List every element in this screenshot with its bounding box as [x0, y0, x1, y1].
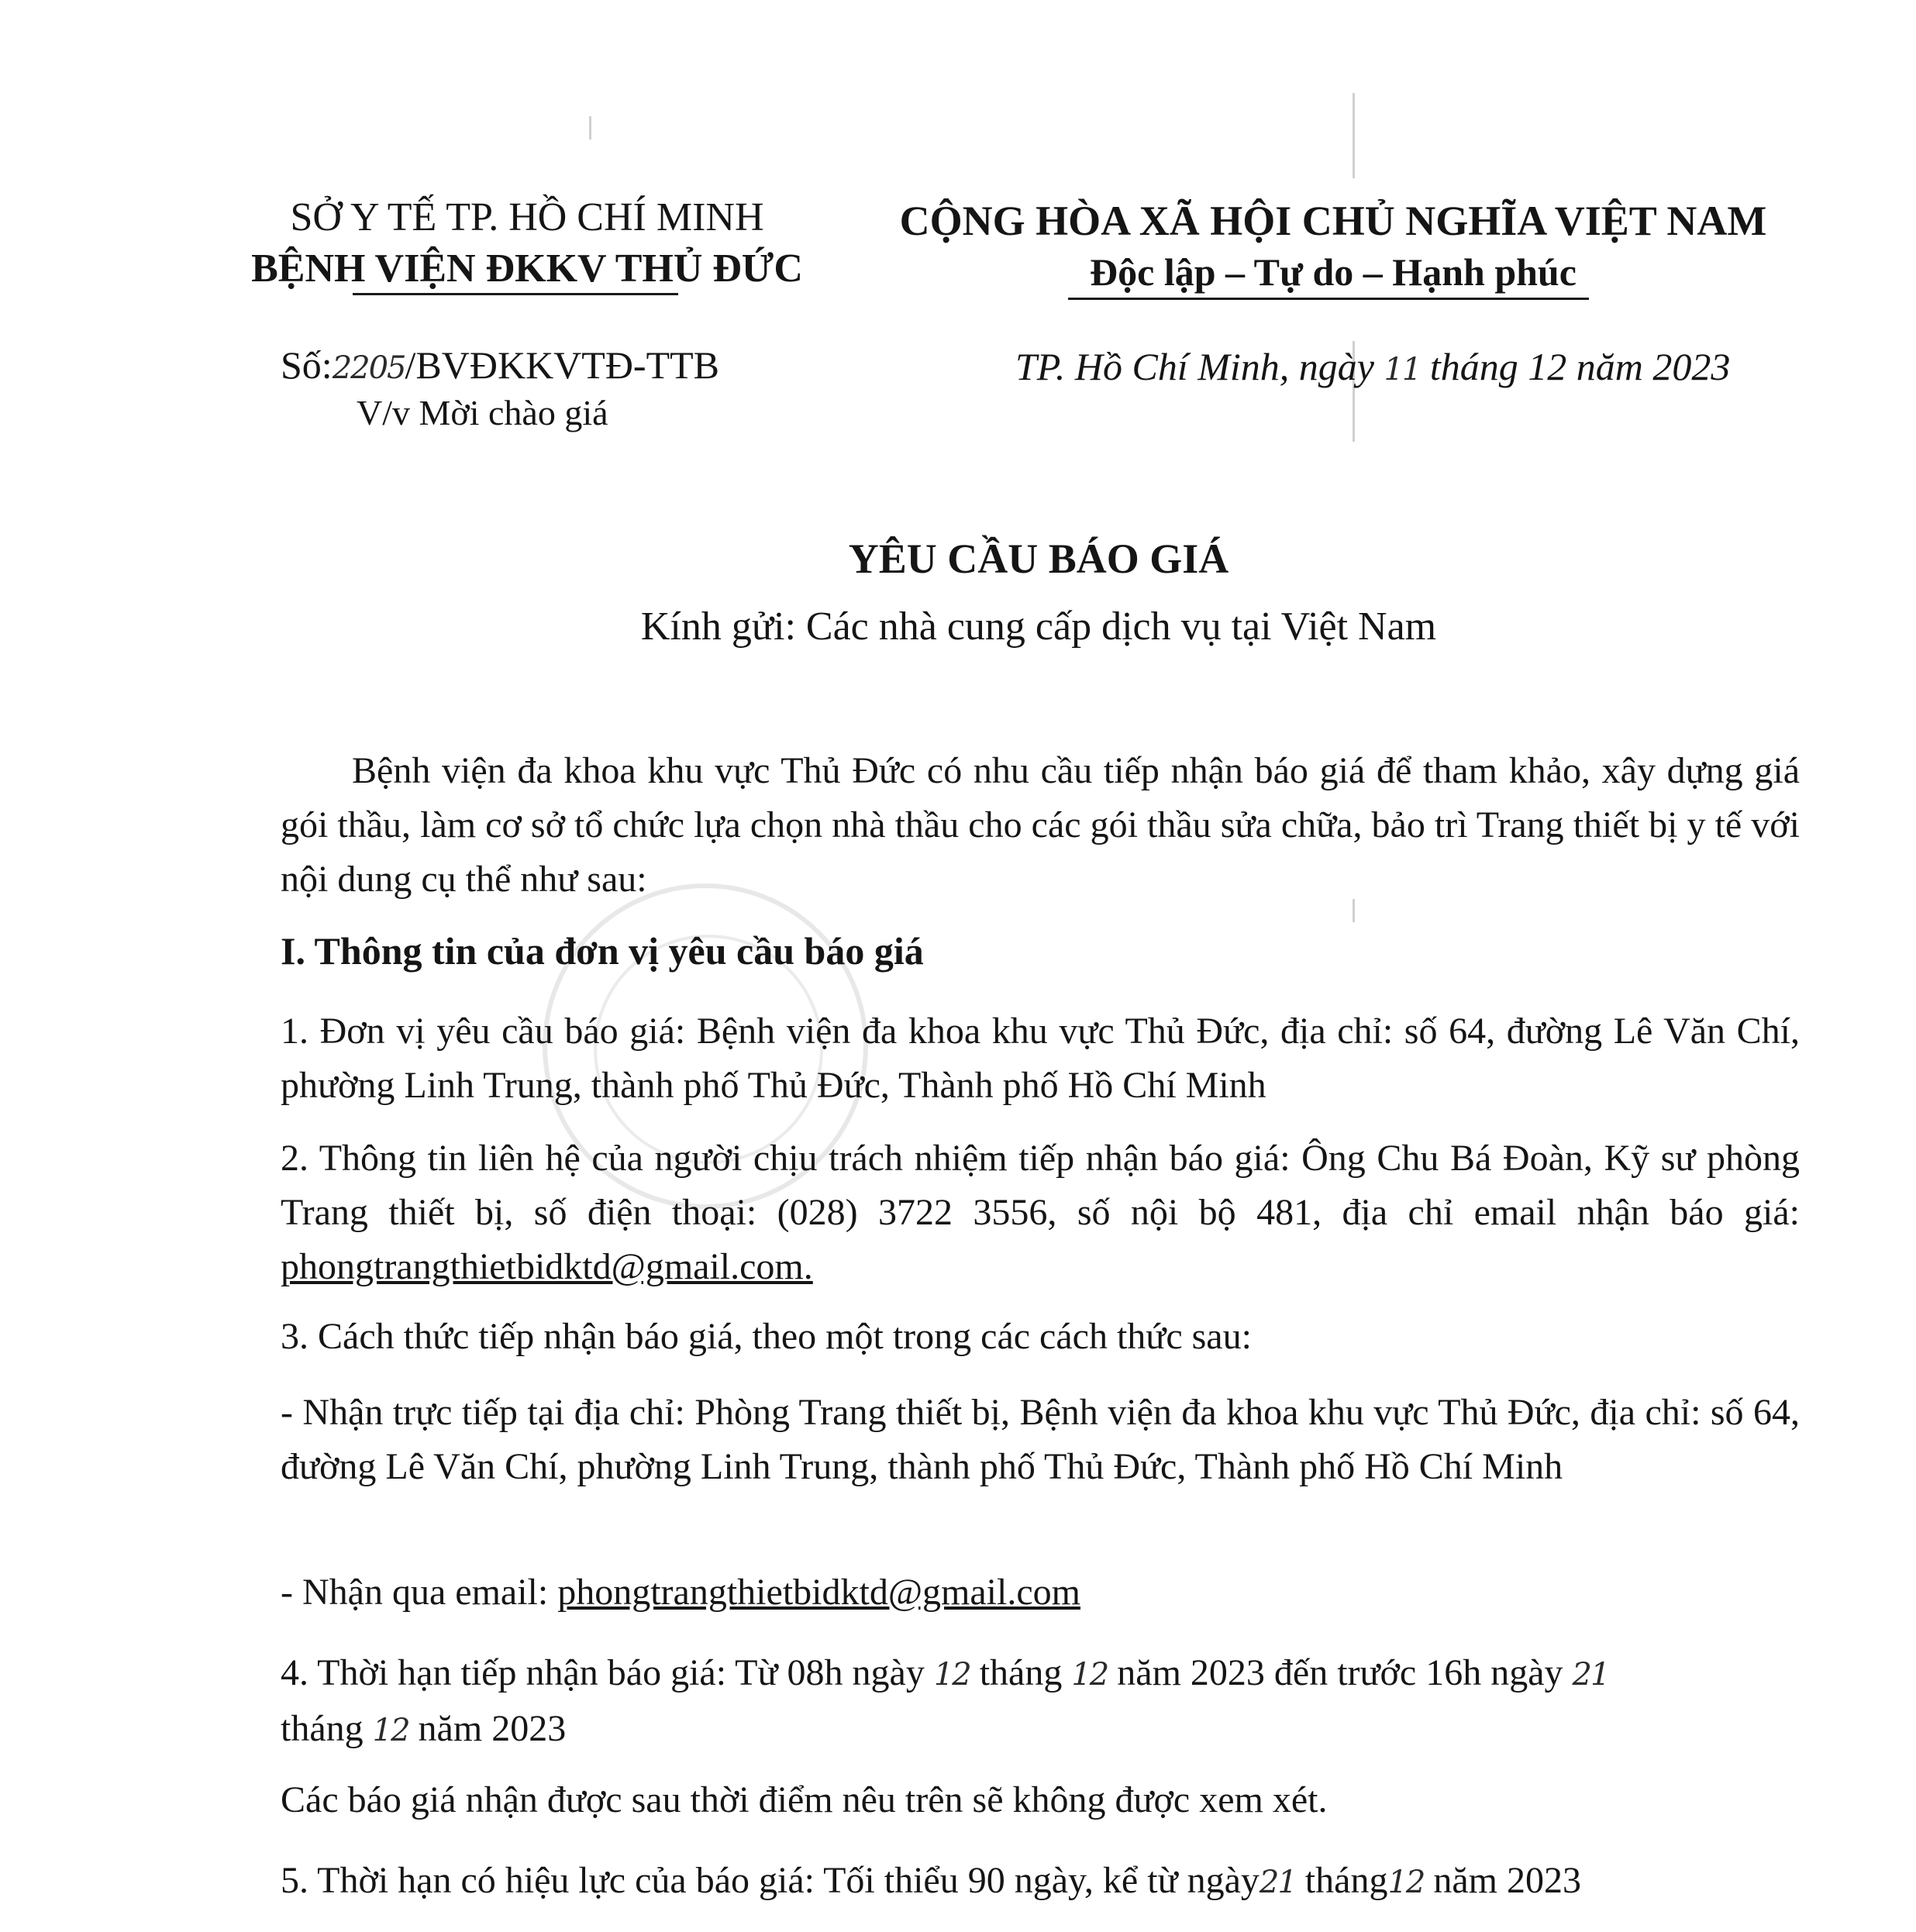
- recipient-line: Kính gửi: Các nhà cung cấp dịch vụ tại Việt Nam: [640, 604, 1437, 649]
- contact-email-link[interactable]: phongtrangthietbidktd@gmail.com.: [281, 1246, 813, 1287]
- item-5: 5. Thời hạn có hiệu lực của báo giá: Tối thiểu 90 ngày, kể từ ngày21 tháng12 năm 2023: [281, 1860, 1581, 1901]
- item-3-option-direct: - Nhận trực tiếp tại địa chỉ: Phòng Trang thiết bị, Bệnh viện đa khoa khu vực Thủ Đức, địa chỉ: số 64, đường Lê Văn Chí, phường Linh Trung, thành phố Thủ Đức, Thành phố Hồ Chí Minh: [281, 1392, 1800, 1487]
- item-4: 4. Thời hạn tiếp nhận báo giá: Từ 08h ngày 12 tháng 12 năm 2023 đến trước 16h ngày 21 tháng 12 năm 2023: [281, 1652, 1609, 1749]
- item-1: 1. Đơn vị yêu cầu báo giá: Bệnh viện đa khoa khu vực Thủ Đức, địa chỉ: số 64, đường Lê Văn Chí, phường Linh Trung, thành phố Thủ Đức, Thành phố Hồ Chí Minh: [281, 1011, 1800, 1106]
- item-3-option-email: - Nhận qua email: phongtrangthietbidktd@gmail.com: [281, 1572, 1080, 1613]
- document-number: Số:2205/BVĐKKVTĐ-TTB: [281, 343, 720, 387]
- item-4-note: Các báo giá nhận được sau thời điểm nêu trên sẽ không được xem xét.: [281, 1779, 1328, 1820]
- document-subject: V/v Mời chào giá: [357, 393, 608, 432]
- handwritten-day: 12: [933, 1657, 970, 1693]
- document-title: YÊU CẦU BÁO GIÁ: [848, 536, 1229, 582]
- nation-name: CỘNG HÒA XÃ HỘI CHỦ NGHĨA VIỆT NAM: [899, 198, 1767, 244]
- motto-underline: [1068, 298, 1589, 300]
- agency-name: SỞ Y TẾ TP. HỒ CHÍ MINH: [290, 195, 764, 239]
- handwritten-month: 12: [372, 1713, 409, 1748]
- hospital-underline: [353, 293, 678, 295]
- scan-artifact: [1353, 93, 1355, 178]
- handwritten-day: 11: [1384, 352, 1421, 387]
- handwritten-day: 21: [1572, 1657, 1609, 1693]
- handwritten-month: 12: [1387, 1865, 1425, 1900]
- section-heading: I. Thông tin của đơn vị yêu cầu báo giá: [281, 929, 924, 973]
- handwritten-number: 2205: [332, 350, 405, 386]
- intro-paragraph: Bệnh viện đa khoa khu vực Thủ Đức có nhu cầu tiếp nhận báo giá để tham khảo, xây dựng giá gói thầu, làm cơ sở tổ chức lựa chọn nhà thầu cho các gói thầu sửa chữa, bảo trì Trang thiết bị y tế với nội dung cụ thể như sau:: [281, 750, 1800, 900]
- motto: Độc lập – Tự do – Hạnh phúc: [1090, 250, 1577, 294]
- submission-email-link[interactable]: phongtrangthietbidktd@gmail.com: [557, 1572, 1080, 1613]
- hospital-name: BỆNH VIỆN ĐKKV THỦ ĐỨC: [251, 246, 803, 291]
- handwritten-month: 12: [1071, 1657, 1108, 1693]
- handwritten-day: 21: [1259, 1865, 1296, 1900]
- document-date: TP. Hồ Chí Minh, ngày 11 tháng 12 năm 2023: [1015, 345, 1731, 388]
- item-3: 3. Cách thức tiếp nhận báo giá, theo một trong các cách thức sau:: [281, 1316, 1252, 1357]
- item-2: 2. Thông tin liên hệ của người chịu trách nhiệm tiếp nhận báo giá: Ông Chu Bá Đoàn, Kỹ sư phòng Trang thiết bị, số điện thoại: (028) 3722 3556, số nội bộ 481, địa chỉ email nhận báo giá: phongtrangthietbidktd@gmail.com.: [281, 1138, 1800, 1287]
- scan-artifact: [589, 116, 591, 139]
